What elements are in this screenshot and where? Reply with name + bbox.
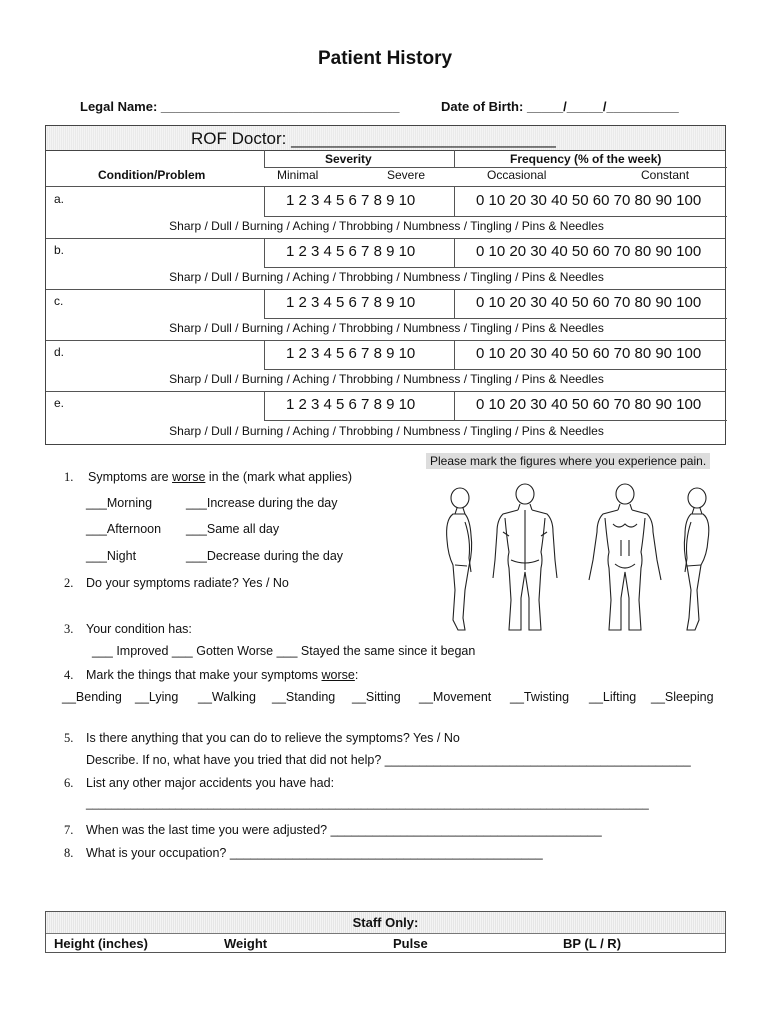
body-figure-front: [589, 484, 661, 630]
rof-doctor-band: [46, 126, 725, 151]
q1-number: 1.: [64, 470, 74, 484]
q6-accidents-field[interactable]: ________________________________________________________________________________________: [86, 798, 649, 810]
pain-descriptors[interactable]: Sharp / Dull / Burning / Aching / Throbbing / Numbness / Tingling / Pins & Needles: [169, 372, 604, 386]
severity-scale[interactable]: 1 2 3 4 5 6 7 8 9 10: [286, 192, 416, 209]
option-standing[interactable]: __Standing: [272, 690, 336, 704]
option-morning[interactable]: ___Morning: [86, 496, 153, 510]
option-afternoon[interactable]: ___Afternoon: [86, 522, 162, 536]
pain-descriptors[interactable]: Sharp / Dull / Burning / Aching / Throbbing / Numbness / Tingling / Pins & Needles: [169, 424, 604, 438]
row-letter: b.: [54, 243, 65, 257]
q4-text: Mark the things that make your symptoms worse:: [86, 668, 359, 682]
body-diagram[interactable]: [425, 480, 725, 640]
q5-number: 5.: [64, 731, 74, 745]
option-movement[interactable]: __Movement: [419, 690, 492, 704]
severity-scale[interactable]: 1 2 3 4 5 6 7 8 9 10: [286, 345, 416, 362]
row-letter: a.: [54, 192, 65, 206]
body-figure-side-right: [684, 488, 708, 630]
condition-table: [45, 125, 726, 445]
frequency-scale[interactable]: 0 10 20 30 40 50 60 70 80 90 100: [476, 396, 702, 413]
page-title: Patient History: [317, 48, 453, 69]
q3-number: 3.: [64, 622, 74, 636]
legal-name-field[interactable]: Legal Name: _________________________________: [80, 99, 400, 114]
option-sitting[interactable]: __Sitting: [352, 690, 401, 704]
option-bending[interactable]: __Bending: [62, 690, 122, 704]
staff-only-band: [46, 912, 725, 934]
pain-descriptors[interactable]: Sharp / Dull / Burning / Aching / Throbbing / Numbness / Tingling / Pins & Needles: [169, 219, 604, 233]
option-twisting[interactable]: __Twisting: [510, 690, 570, 704]
option-walking[interactable]: __Walking: [198, 690, 256, 704]
severity-max-label: Severe: [387, 168, 426, 182]
severity-min-label: Minimal: [277, 168, 319, 182]
staff-only-title: Staff Only:: [352, 915, 419, 930]
q2-number: 2.: [64, 576, 74, 590]
q8-number: 8.: [64, 846, 74, 860]
row-letter: d.: [54, 345, 65, 359]
frequency-scale[interactable]: 0 10 20 30 40 50 60 70 80 90 100: [476, 345, 702, 362]
q4-number: 4.: [64, 668, 74, 682]
frequency-column-header: Frequency (% of the week): [510, 152, 662, 166]
body-figure-back: [493, 484, 557, 630]
q6-text: List any other major accidents you have had:: [86, 776, 335, 790]
body-figure-note: Please mark the figures where you experience pain.: [426, 453, 710, 469]
severity-scale[interactable]: 1 2 3 4 5 6 7 8 9 10: [286, 294, 416, 311]
rof-doctor-field[interactable]: ROF Doctor: ____________________________: [191, 129, 556, 148]
frequency-scale[interactable]: 0 10 20 30 40 50 60 70 80 90 100: [476, 243, 702, 260]
q7-number: 7.: [64, 823, 74, 837]
frequency-scale[interactable]: 0 10 20 30 40 50 60 70 80 90 100: [476, 294, 702, 311]
option-decrease-during-day[interactable]: ___Decrease during the day: [186, 549, 344, 563]
q5-relief-question[interactable]: Is there anything that you can do to relieve the symptoms? Yes / No: [86, 731, 460, 745]
body-figure-side-left: [447, 488, 472, 630]
date-of-birth-field[interactable]: Date of Birth: _____/_____/__________: [441, 99, 679, 114]
row-letter: e.: [54, 396, 65, 410]
q2-radiate-question[interactable]: Do your symptoms radiate? Yes / No: [86, 576, 289, 590]
weight-field[interactable]: Weight: [224, 936, 268, 951]
condition-column-header: Condition/Problem: [98, 168, 206, 182]
option-night[interactable]: ___Night: [86, 549, 137, 563]
severity-column-header: Severity: [325, 152, 372, 166]
frequency-min-label: Occasional: [487, 168, 547, 182]
q6-number: 6.: [64, 776, 74, 790]
option-same-all-day[interactable]: ___Same all day: [186, 522, 280, 536]
row-letter: c.: [54, 294, 64, 308]
option-lying[interactable]: __Lying: [135, 690, 179, 704]
q8-occupation-field[interactable]: What is your occupation? _____________________________________________: [86, 846, 543, 860]
q1-text: Symptoms are worse in the (mark what applies): [88, 470, 352, 484]
severity-scale[interactable]: 1 2 3 4 5 6 7 8 9 10: [286, 396, 416, 413]
option-increase-during-day[interactable]: ___Increase during the day: [186, 496, 338, 510]
q5-describe-field[interactable]: Describe. If no, what have you tried that did not help? ____________________________________________: [86, 753, 691, 767]
pulse-field[interactable]: Pulse: [393, 936, 428, 951]
frequency-max-label: Constant: [641, 168, 690, 182]
staff-only-table: [45, 911, 726, 953]
option-sleeping[interactable]: __Sleeping: [651, 690, 714, 704]
q3-text: Your condition has:: [86, 622, 192, 636]
severity-scale[interactable]: 1 2 3 4 5 6 7 8 9 10: [286, 243, 416, 260]
option-lifting[interactable]: __Lifting: [589, 690, 637, 704]
pain-descriptors[interactable]: Sharp / Dull / Burning / Aching / Throbbing / Numbness / Tingling / Pins & Needles: [169, 321, 604, 335]
pain-descriptors[interactable]: Sharp / Dull / Burning / Aching / Throbbing / Numbness / Tingling / Pins & Needles: [169, 270, 604, 284]
frequency-scale[interactable]: 0 10 20 30 40 50 60 70 80 90 100: [476, 192, 702, 209]
height-field[interactable]: Height (inches): [54, 936, 148, 951]
q7-last-adjusted-field[interactable]: When was the last time you were adjusted? _______________________________________: [86, 823, 602, 837]
blood-pressure-field[interactable]: BP (L / R): [563, 936, 622, 951]
q3-condition-options[interactable]: ___ Improved ___ Gotten Worse ___ Stayed the same since it began: [92, 644, 476, 658]
